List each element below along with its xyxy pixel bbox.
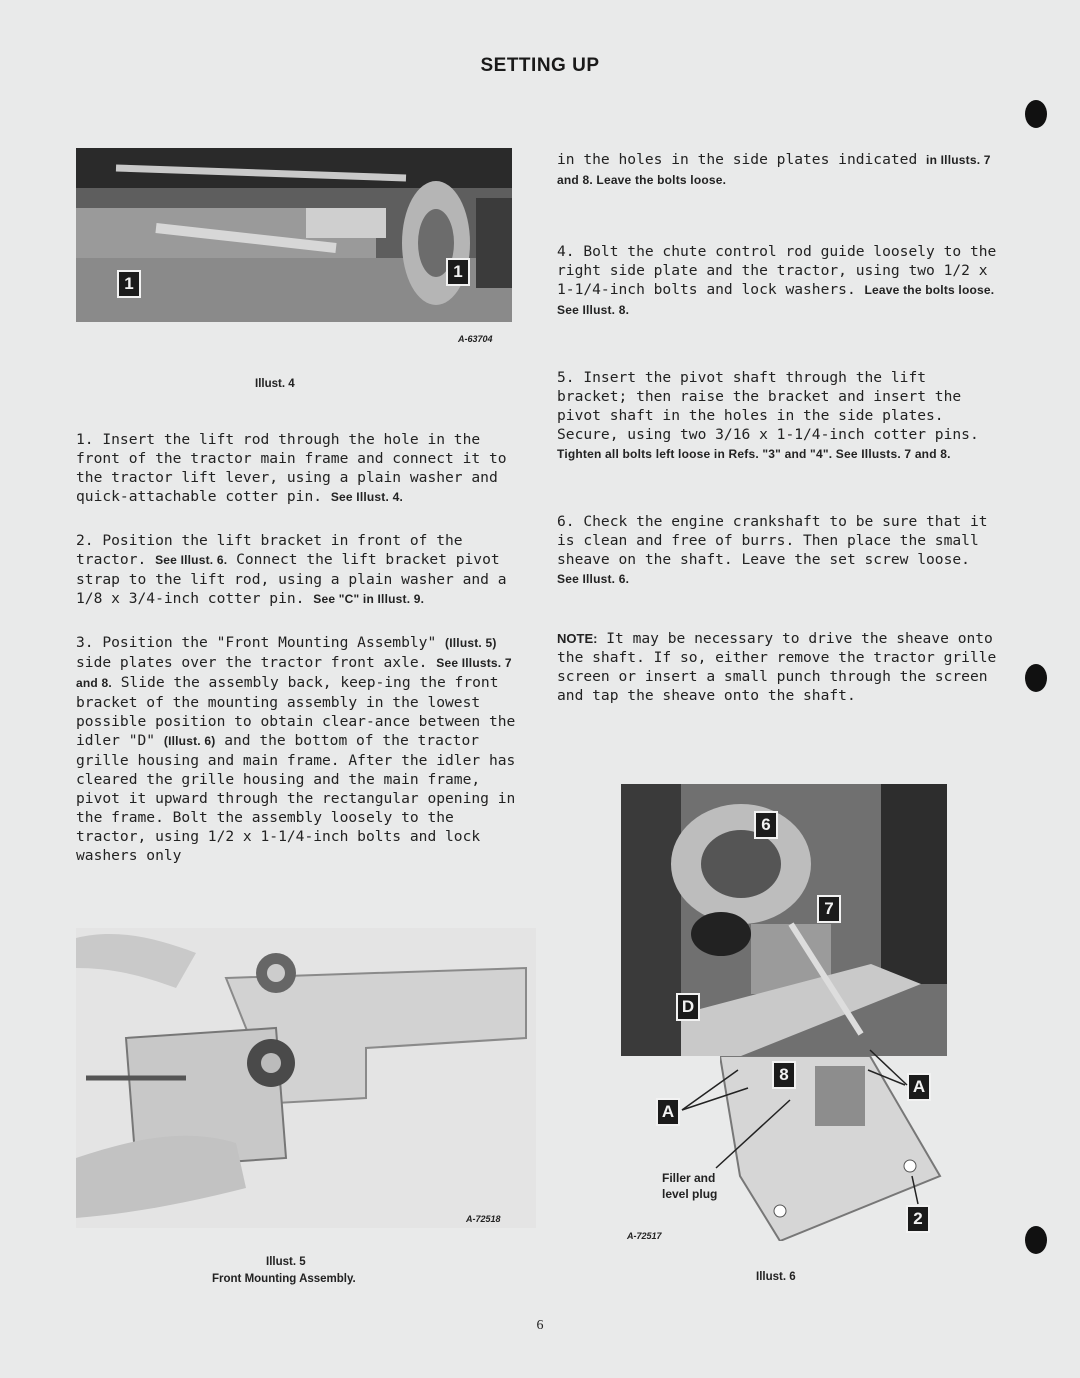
illust-5-caption: Illust. 5 — [266, 1256, 306, 1268]
illust-4-callout-1b: 1 — [446, 258, 470, 286]
step-5 — [557, 368, 997, 464]
step-1-text: 1. Insert the lift rod through the hole in the front of the tractor main frame and connect it to the tractor lift lever, using a plain washer and quick-attachable cotter pin. — [76, 431, 507, 505]
step-3-text-d: and the bottom of the tractor grille housing and main frame. After the idler has cleared the grille housing and the main frame, pivot it upward through the rectangular opening in the frame. Bolt the assembly loosely to the tractor, using 1/2 x 1-1/4-inch bolts and lock washers only — [76, 732, 516, 864]
step-3-text-a: 3. Position the "Front Mounting Assembly" — [76, 634, 437, 651]
step-2-ref-a: See Illust. 6. — [155, 553, 228, 567]
illust-6-callout-7: 7 — [817, 895, 841, 923]
filler-line-2: level plug — [662, 1187, 718, 1201]
binder-hole-top — [1025, 100, 1047, 128]
illust-4-code: A-63704 — [458, 334, 493, 344]
step-3-text-b: side plates over the tractor front axle. — [76, 654, 428, 671]
illust-6-callout-d: D — [676, 993, 700, 1021]
illust-6-caption: Illust. 6 — [756, 1271, 796, 1283]
illust-6-code: A-72517 — [627, 1231, 662, 1241]
illust-6-callout-a-left: A — [656, 1098, 680, 1126]
illust-5-photo — [76, 928, 536, 1228]
illust-6-callout-8: 8 — [772, 1061, 796, 1089]
step-4-text: 4. Bolt the chute control rod guide loosely to the right side plate and the tractor, using two 1/2 x 1-1/4-inch bolts and lock washers. — [557, 243, 997, 298]
step-5-ref: Tighten all bolts left loose in Refs. "3" and "4". See Illusts. 7 and 8. — [557, 447, 951, 461]
illust-6-photo — [621, 784, 947, 1056]
step-4-ref: Leave the bolts loose. See Illust. 8. — [557, 283, 995, 317]
illust-6-callout-2: 2 — [906, 1205, 930, 1233]
page-title: SETTING UP — [480, 55, 600, 76]
illust-6-filler-label — [662, 1170, 717, 1202]
step-3-continued-text: in the holes in the side plates indicated — [557, 151, 918, 168]
binder-hole-bottom — [1025, 1226, 1047, 1254]
illust-5-code: A-72518 — [466, 1214, 501, 1224]
step-3 — [76, 633, 526, 865]
page-number: 6 — [536, 1318, 544, 1333]
illust-6-callout-a-right: A — [907, 1073, 931, 1101]
filler-line-1: Filler and — [662, 1171, 716, 1185]
step-3-continued-ref: in Illusts. 7 and 8. Leave the bolts loose. — [557, 153, 991, 187]
left-column — [76, 430, 526, 889]
step-3-ref-c: (Illust. 6) — [163, 734, 216, 748]
illust-6-callout-6: 6 — [754, 811, 778, 839]
note-label: NOTE: — [557, 631, 598, 646]
illust-4-photo — [76, 148, 512, 322]
step-3-text-c: Slide the assembly back, keep-ing the front bracket of the mounting assembly in the lowest possible position to obtain clear-ance between the idler "D" — [76, 674, 516, 749]
step-3-ref-b: See Illusts. 7 and 8. — [76, 656, 512, 690]
step-2-text-a: 2. Position the lift bracket in front of the tractor. — [76, 532, 463, 568]
step-2 — [76, 531, 526, 609]
step-3-ref-a: (Illust. 5) — [445, 636, 497, 650]
step-5-text: 5. Insert the pivot shaft through the lift bracket; then raise the bracket and insert the pivot shaft in the holes in the side plates. Secure, using two 3/16 x 1-1/4-inch cotter pins. — [557, 369, 979, 443]
right-column — [557, 150, 997, 729]
note-text: It may be necessary to drive the sheave onto the shaft. If so, either remove the tractor grille screen or insert a small punch through the screen and tap the sheave onto the shaft. — [557, 630, 997, 704]
step-4 — [557, 242, 997, 320]
step-2-text-b: Connect the lift bracket pivot strap to the lift rod, using a plain washer and a 1/8 x 3/4-inch cotter pin. — [76, 551, 507, 607]
step-1 — [76, 430, 526, 507]
note — [557, 629, 997, 705]
step-6-ref: See Illust. 6. — [557, 572, 630, 586]
illust-4-callout-1a: 1 — [117, 270, 141, 298]
illust-4-caption: Illust. 4 — [255, 378, 295, 390]
step-6 — [557, 512, 997, 589]
step-2-ref-b: See "C" in Illust. 9. — [313, 592, 425, 606]
step-3-continued — [557, 150, 997, 190]
illust-5-subcaption: Front Mounting Assembly. — [212, 1273, 356, 1285]
step-1-ref: See Illust. 4. — [330, 490, 403, 504]
step-6-text: 6. Check the engine crankshaft to be sure that it is clean and free of burrs. Then place the small sheave on the shaft. Leave the set screw loose. — [557, 513, 988, 568]
binder-hole-middle — [1025, 664, 1047, 692]
